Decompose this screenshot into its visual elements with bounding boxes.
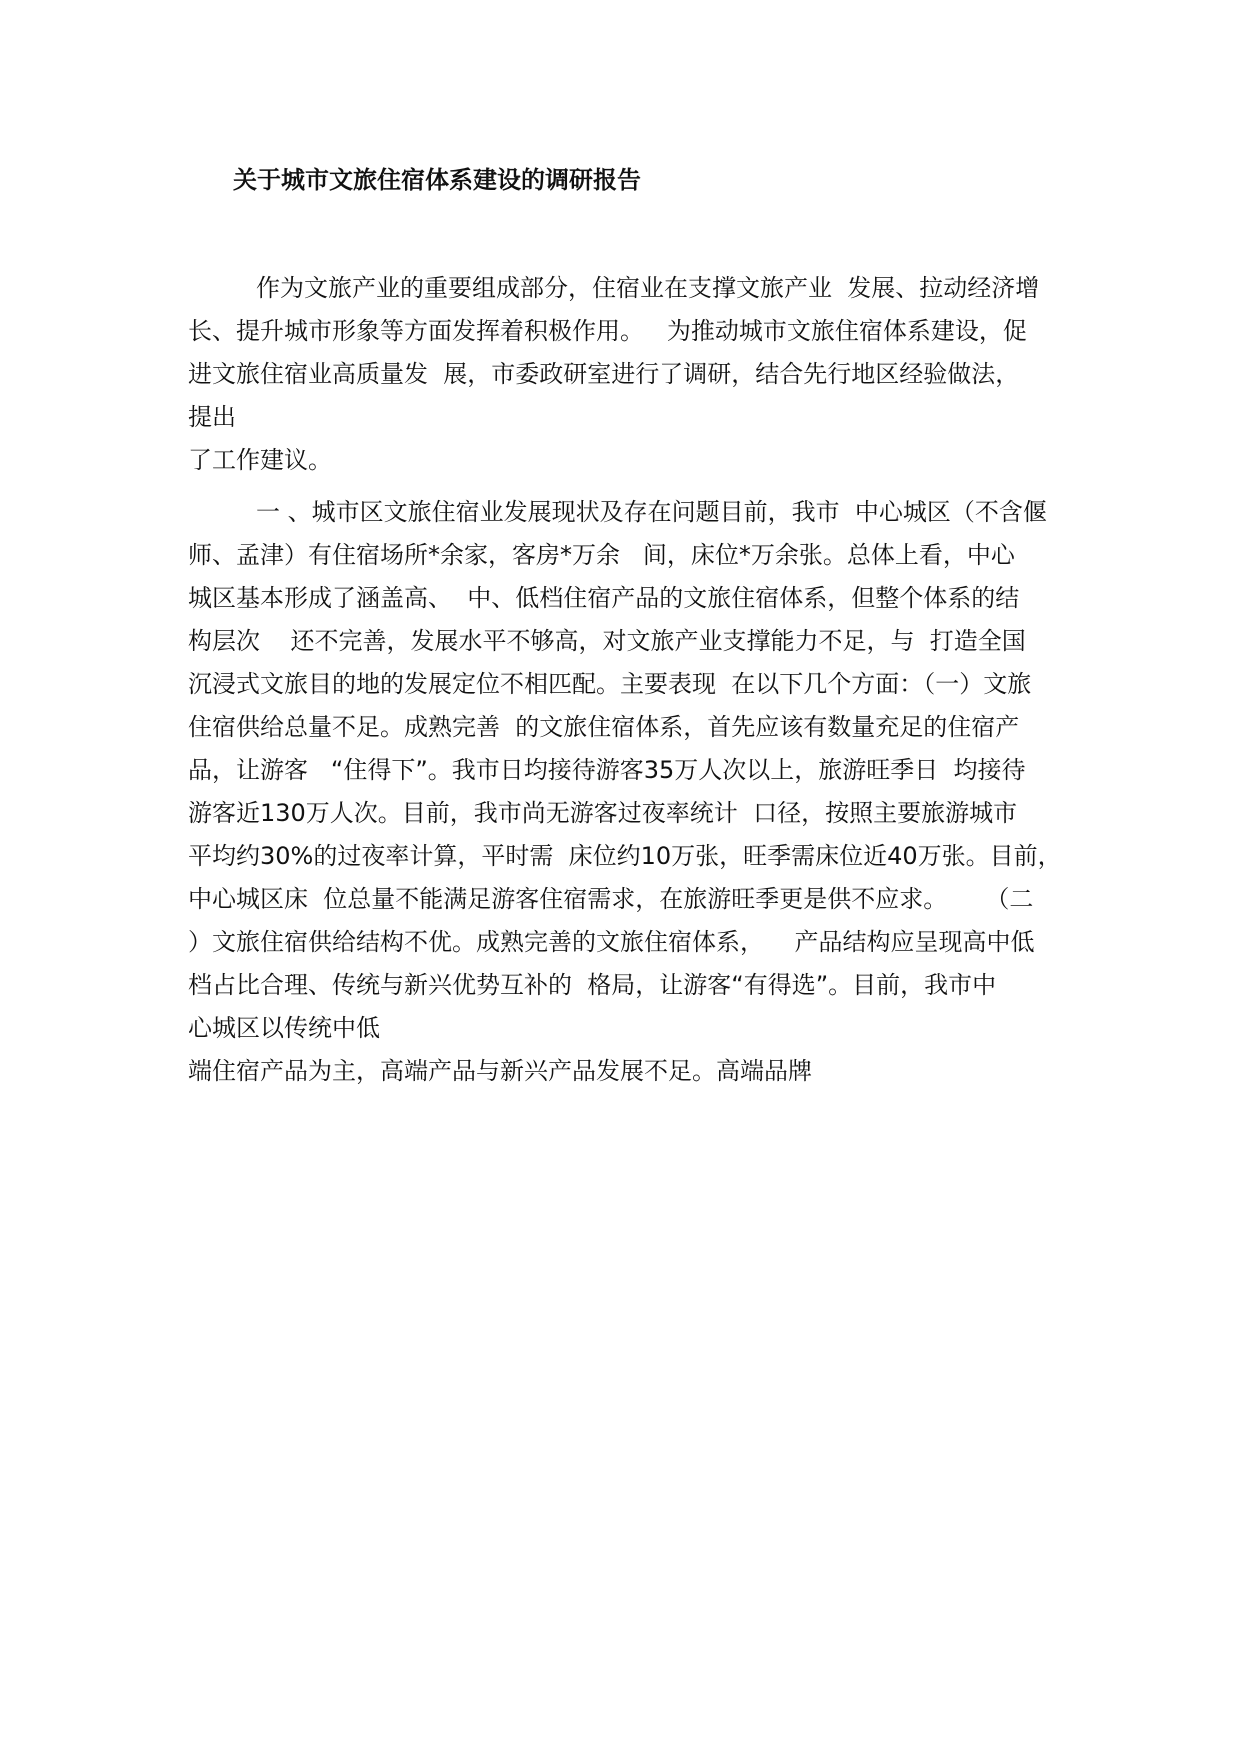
paragraph-line: 品，让游客 “住得下”。我市日均接待游客35万人次以上，旅游旺季日 均接待 [188,756,1026,784]
paragraph-line: 端住宿产品为主，高端产品与新兴产品发展不足。高端品牌 [188,1057,812,1085]
paragraph-line: 了工作建议。 [188,446,332,474]
paragraph-line: 住宿供给总量不足。成熟完善 的文旅住宿体系，首先应该有数量充足的住宿产 [188,713,1020,741]
paragraph-line: ）文旅住宿供给结构不优。成熟完善的文旅住宿体系， 产品结构应呈现高中低 [188,928,1035,956]
paragraph-line: 一 、城市区文旅住宿业发展现状及存在问题目前，我市 中心城区（不含偃 [256,498,1047,526]
paragraph-line: 档占比合理、传统与新兴优势互补的 格局，让游客“有得选”。目前，我市中 [188,971,997,999]
paragraph-line: 长、提升城市形象等方面发挥着积极作用。 为推动城市文旅住宿体系建设，促 [188,317,1027,345]
paragraph-line: 平均约30%的过夜率计算，平时需 床位约10万张，旺季需床位近40万张。目前， [188,842,1062,870]
paragraph-line: 提出 [188,403,236,431]
paragraph-line: 作为文旅产业的重要组成部分，住宿业在支撑文旅产业 发展、拉动经济增 [256,274,1040,302]
paragraph-line: 构层次 还不完善，发展水平不够高，对文旅产业支撑能力不足，与 打造全国 [188,627,1026,655]
paragraph-line: 心城区以传统中低 [188,1014,380,1042]
paragraph-line: 中心城区床 位总量不能满足游客住宿需求，在旅游旺季更是供不应求。 （二 [188,885,1034,913]
paragraph-line: 沉浸式文旅目的地的发展定位不相匹配。主要表现 在以下几个方面：（一）文旅 [188,670,1032,698]
paragraph-line: 师、孟津）有住宿场所*余家，客房*万余 间，床位*万余张。总体上看，中心 [188,541,1015,569]
paragraph-line: 游客近130万人次。目前，我市尚无游客过夜率统计 口径，按照主要旅游城市 [188,799,1018,827]
paragraph-line: 进文旅住宿业高质量发 展，市委政研室进行了调研，结合先行地区经验做法， [188,360,1020,388]
document-title: 关于城市文旅住宿体系建设的调研报告 [233,166,641,194]
paragraph-line: 城区基本形成了涵盖高、 中、低档住宿产品的文旅住宿体系，但整个体系的结 [188,584,1020,612]
